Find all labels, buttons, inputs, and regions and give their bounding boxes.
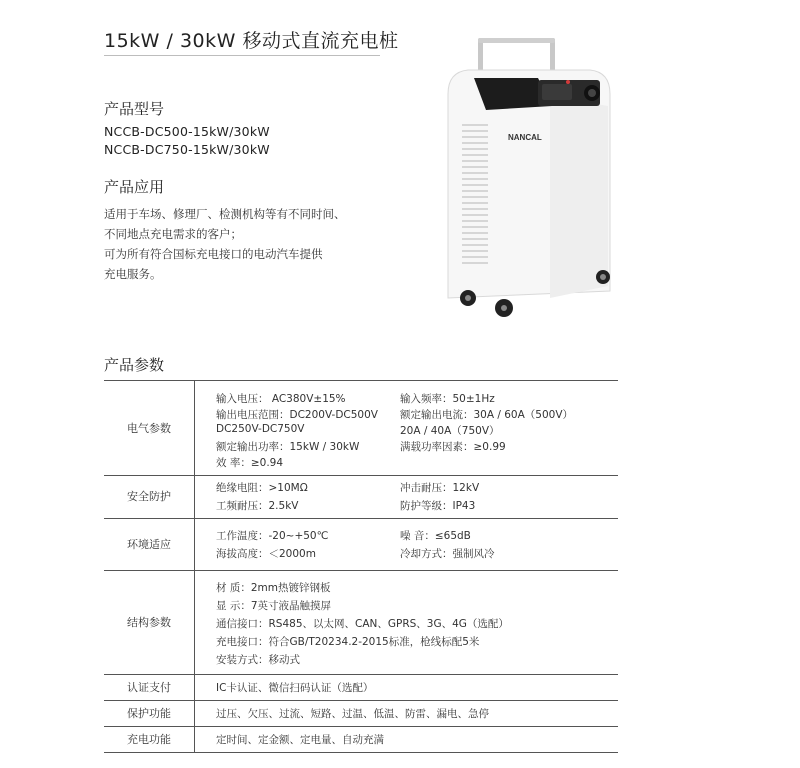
spec-value: 额定输出电流：30A / 60A（500V） [400,409,574,421]
spec-row-auth-payment [104,674,618,701]
spec-value: 输出电压范围：DC200V-DC500V [216,409,378,421]
spec-value: 20A / 40A（750V） [400,425,500,437]
model-line: NCCB-DC750-15kW/30kW [104,142,270,157]
spec-value: 工频耐压：2.5kV [216,500,299,512]
application-line: 可为所有符合国标充电接口的电动汽车提供 [104,247,323,261]
params-heading: 产品参数 [104,356,165,374]
model-line: NCCB-DC500-15kW/30kW [104,124,270,139]
spec-category: 保护功能 [104,700,195,726]
spec-value: 定时间、定金额、定电量、自动充满 [216,734,384,746]
spec-row-charging [104,726,618,753]
model-heading: 产品型号 [104,100,165,118]
application-heading: 产品应用 [104,178,165,196]
spec-value: 过压、欠压、过流、短路、过温、低温、防雷、漏电、急停 [216,708,489,720]
spec-value: 防护等级：IP43 [400,500,476,512]
spec-value: 材 质：2mm热镀锌钢板 [216,582,331,594]
spec-value: 工作温度：-20~+50℃ [216,530,329,542]
spec-value: 绝缘电阻：>10MΩ [216,482,308,494]
application-line: 不同地点充电需求的客户； [104,227,242,241]
title-divider [104,55,380,56]
spec-category: 充电功能 [104,726,195,752]
spec-category: 结构参数 [104,570,195,674]
spec-row-environment [104,518,618,571]
spec-category: 电气参数 [104,381,195,475]
spec-value: IC卡认证、微信扫码认证（选配） [216,682,374,694]
spec-category: 认证支付 [104,674,195,700]
spec-value: 输入电压： AC380V±15% [216,393,346,405]
spec-row-structure [104,570,618,675]
page-title: 15kW / 30kW 移动式直流充电桩 [104,30,399,52]
spec-value: 输入频率：50±1Hz [400,393,495,405]
spec-row-protection [104,700,618,727]
spec-value: 冲击耐压：12kV [400,482,480,494]
spec-value: 噪 音：≤65dB [400,530,471,542]
spec-value: 效 率：≥0.94 [216,457,284,469]
brand-logo: NANCAL [508,133,542,142]
spec-value: 通信接口：RS485、以太网、CAN、GPRS、3G、4G（选配） [216,618,509,630]
spec-value: 冷却方式：强制风冷 [400,548,495,560]
spec-category: 环境适应 [104,518,195,570]
spec-value: 充电接口：符合GB/T20234.2-2015标准，枪线标配5米 [216,636,480,648]
spec-value: 安装方式：移动式 [216,654,300,666]
application-line: 适用于车场、修理厂、检测机构等有不同时间、 [104,207,346,221]
spec-row-electrical [104,380,618,476]
spec-value: 满载功率因素：≥0.99 [400,441,506,453]
spec-category: 安全防护 [104,474,195,518]
spec-value: 额定输出功率：15kW / 30kW [216,441,360,453]
spec-value: 显 示：7英寸液晶触摸屏 [216,600,332,612]
spec-value: DC250V-DC750V [216,423,305,435]
spec-row-safety [104,474,618,519]
charger-product-image [440,36,620,326]
spec-value: 海拔高度：＜2000m [216,548,316,560]
application-line: 充电服务。 [104,267,162,281]
